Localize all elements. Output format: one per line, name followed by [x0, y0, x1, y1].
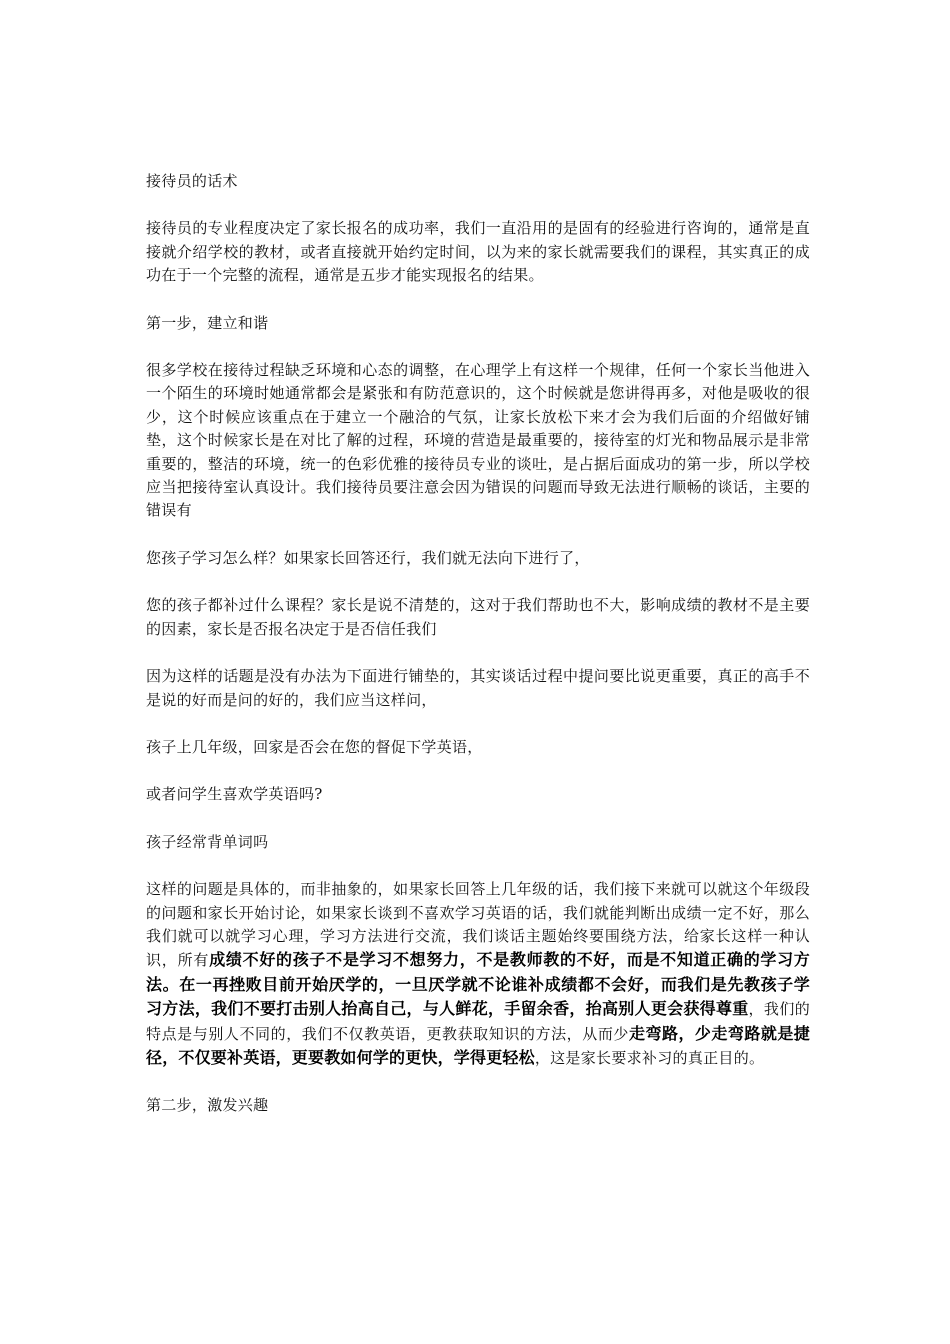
methods-text-1: 这样的问题是具体的，而非抽象的，如果家长回答上几年级的话，我们接下来就可以就这个年级段的问题和家长开始讨论，如果家长谈到不喜欢学习英语的话，我们就能判断出成绩一定不好，那么我们就可以就学习心理，学习方法进行交流，我们谈话主题始终要围绕方法，给家长这样一种认识，所有: [146, 880, 810, 970]
intro-paragraph: 接待员的专业程度决定了家长报名的成功率，我们一直沿用的是固有的经验进行咨询的，通常是直接就介绍学校的教材，或者直接就开始约定时间，以为来的家长就需要我们的课程，其实真正的成功在于一个完整的流程，通常是五步才能实现报名的结果。: [146, 219, 810, 285]
step2-heading: 第二步，激发兴趣: [146, 1096, 269, 1115]
step1-heading: 第一步，建立和谐: [146, 313, 269, 332]
document-page: [146, 170, 810, 1142]
methods-paragraph: [146, 878, 810, 1070]
document-title: 接待员的话术: [146, 172, 238, 190]
wrong-question-2: 您的孩子都补过什么课程？家长是说不清楚的，这对于我们帮助也不大，影响成绩的教材不是主要的因素，家长是否报名决定于是否信任我们: [146, 596, 810, 638]
methods-bold-2: 走弯路，少走弯路就是捷径，不仅要补英语，更要教如何学的更快，学得更轻松: [146, 1023, 811, 1067]
methods-text-3: ，这是家长要求补习的真正目的。: [534, 1048, 765, 1067]
wrong-question-1: 您孩子学习怎么样？如果家长回答还行，我们就无法向下进行了，: [146, 548, 590, 567]
reason-paragraph: 因为这样的话题是没有办法为下面进行铺垫的，其实谈话过程中提问要比说更重要，真正的高手不是说的好而是问的好的，我们应当这样问，: [146, 667, 810, 709]
good-question-3: 孩子经常背单词吗: [146, 832, 269, 851]
methods-bold-1: 成绩不好的孩子不是学习不想努力，不是教师教的不好，而是不知道正确的学习方法。在一再挫败目前开始厌学的，一旦厌学就不论谁补成绩都不会好，而我们是先教孩子学习方法，我们不要打击别人抬高自己，与人鲜花，手留余香，抬高别人更会获得尊重: [146, 950, 811, 1019]
step1-paragraph: 很多学校在接待过程缺乏环境和心态的调整，在心理学上有这样一个规律，任何一个家长当他进入一个陌生的环境时她通常都会是紧张和有防范意识的，这个时候就是您讲得再多，对他是吸收的很少，这个时候应该重点在于建立一个融洽的气氛，让家长放松下来才会为我们后面的介绍做好铺垫，这个时候家长是在对比了解的过程，环境的营造是最重要的，接待室的灯光和物品展示是非常重要的，整洁的环境，统一的色彩优雅的接待员专业的谈吐，是占据后面成功的第一步，所以学校应当把接待室认真设计。我们接待员要注意会因为错误的问题而导致无法进行顺畅的谈话，主要的错误有: [146, 361, 810, 520]
good-question-2: 或者问学生喜欢学英语吗?: [146, 785, 323, 804]
methods-text-2: ，我们的特点是与别人不同的，我们不仅教英语，更教获取知识的方法，从而少: [146, 1000, 811, 1043]
good-question-1: 孩子上几年级，回家是否会在您的督促下学英语，: [146, 737, 483, 756]
